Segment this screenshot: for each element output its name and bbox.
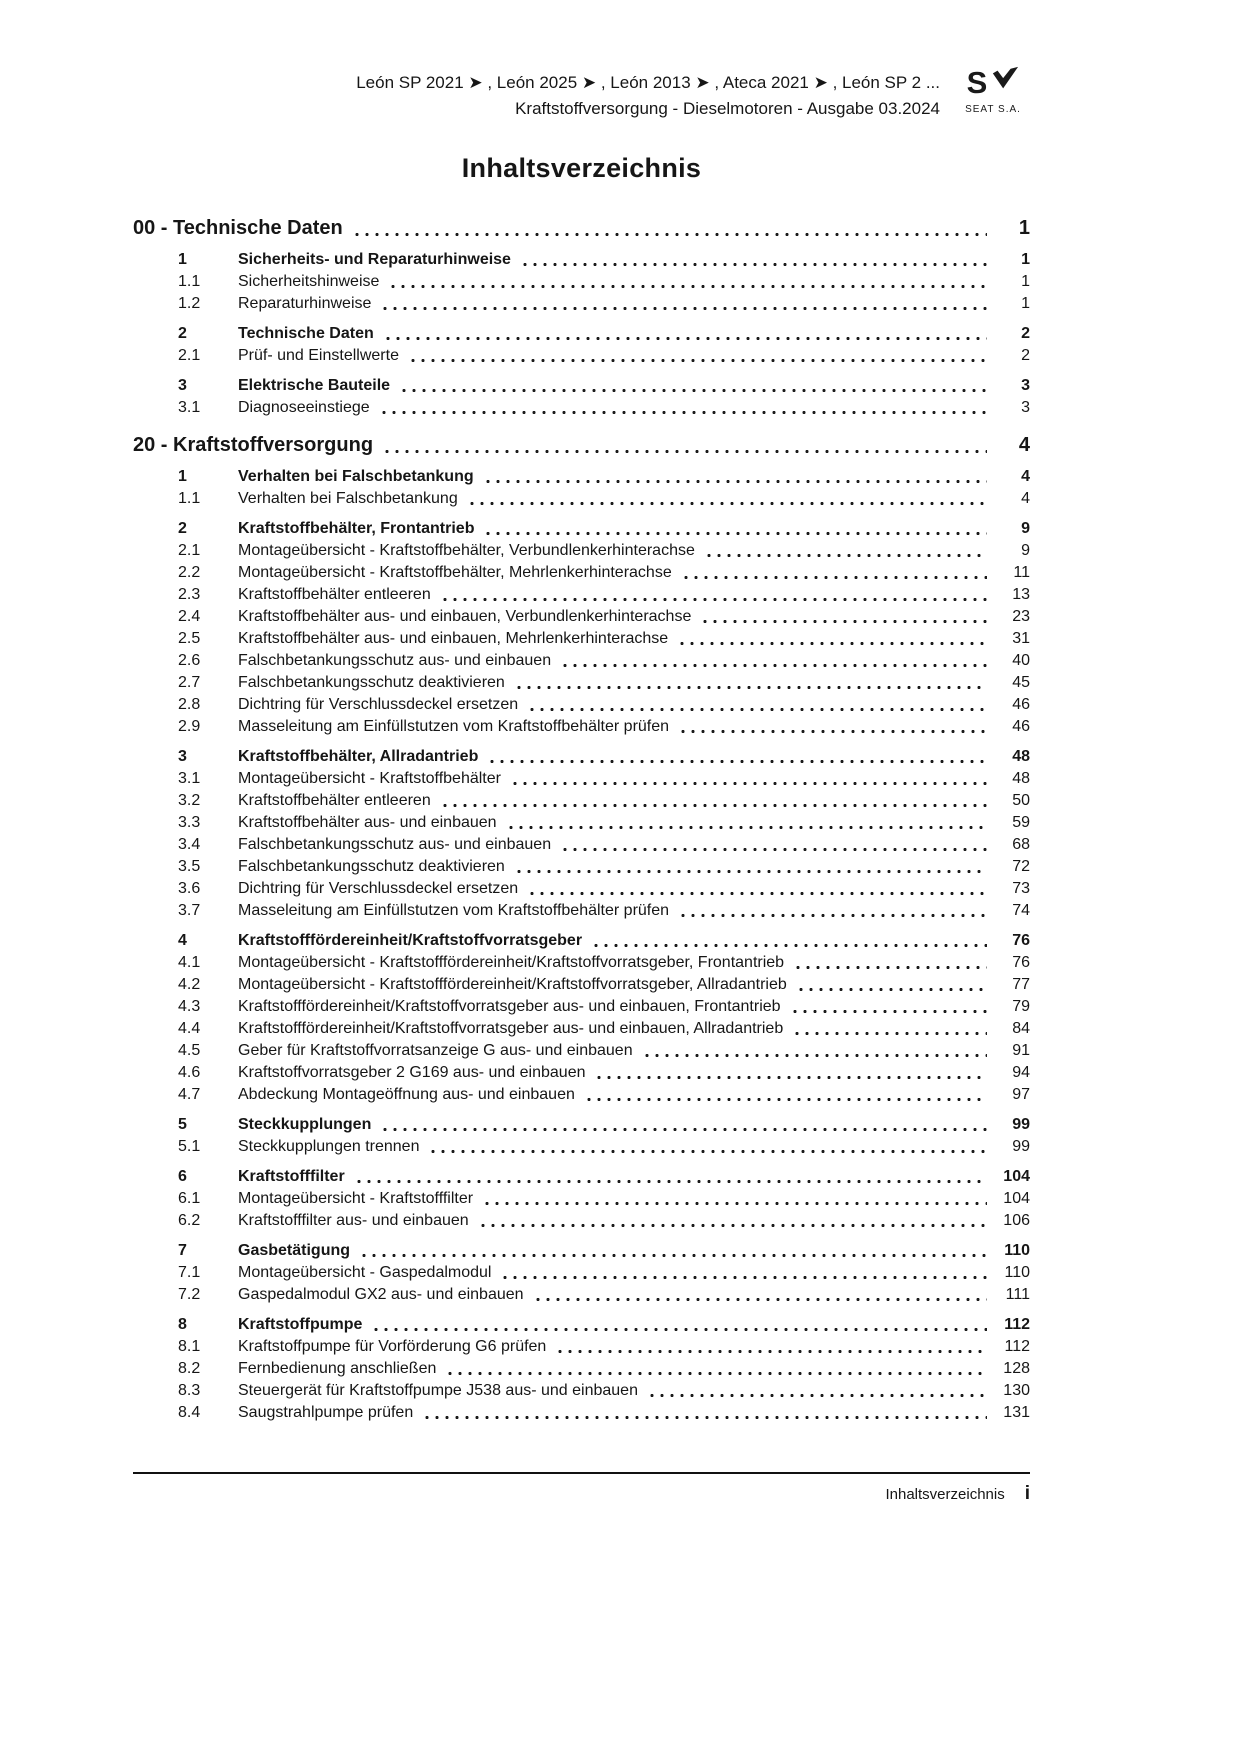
toc-entry-label: Kraftstoffbehälter, Allradantrieb bbox=[238, 747, 479, 765]
toc-entry-page: 76 bbox=[1012, 931, 1030, 949]
toc-entry-number: 3.6 bbox=[178, 879, 201, 897]
page-title: Inhaltsverzeichnis bbox=[461, 152, 702, 183]
toc-dot-leader bbox=[555, 1336, 987, 1358]
toc-entry-label: Fernbedienung anschließen bbox=[238, 1359, 437, 1377]
toc-entry-label: Falschbetankungsschutz aus- und einbauen bbox=[238, 835, 552, 853]
toc-entry-label: Steckkupplungen bbox=[238, 1115, 372, 1133]
toc-entry[interactable] bbox=[133, 375, 1030, 397]
seat-logo bbox=[956, 66, 1030, 115]
toc-dot-leader bbox=[422, 1402, 987, 1424]
toc-entry[interactable] bbox=[133, 856, 1030, 878]
toc-entry-number: 2 bbox=[178, 324, 187, 342]
toc-entry-number: 3.5 bbox=[178, 857, 201, 875]
toc-entry[interactable] bbox=[133, 716, 1030, 738]
toc-entry-number: 8.4 bbox=[178, 1403, 201, 1421]
toc-dot-leader bbox=[591, 930, 987, 952]
toc-entry-number: 2.6 bbox=[178, 651, 201, 669]
toc-entry[interactable] bbox=[133, 1062, 1030, 1084]
toc-entry[interactable] bbox=[133, 1210, 1030, 1232]
toc-entry-page: 13 bbox=[1012, 585, 1030, 603]
toc-entry-number: 8.3 bbox=[178, 1381, 201, 1399]
toc-dot-leader bbox=[527, 694, 987, 716]
toc-entry-label: 20 - Kraftstoffversorgung bbox=[133, 433, 374, 456]
toc-entry-label: 00 - Technische Daten bbox=[133, 216, 343, 239]
toc-entry[interactable] bbox=[133, 216, 1030, 241]
toc-entry-number: 4.4 bbox=[178, 1019, 201, 1037]
toc-entry-page: 104 bbox=[1003, 1167, 1030, 1185]
toc-entry-label: Geber für Kraftstoffvorratsanzeige G aus- und einbauen bbox=[238, 1041, 633, 1059]
toc-entry-number: 3.7 bbox=[178, 901, 201, 919]
toc-entry-number: 8 bbox=[178, 1315, 187, 1333]
toc-entry-page: 76 bbox=[1012, 953, 1030, 971]
toc-entry-label: Kraftstoffbehälter entleeren bbox=[238, 791, 431, 809]
toc-entry[interactable] bbox=[133, 584, 1030, 606]
toc-entry-page: 4 bbox=[1021, 467, 1030, 485]
toc-entry[interactable] bbox=[133, 433, 1030, 458]
toc-entry-label: Kraftstoffpumpe für Vorförderung G6 prüfen bbox=[238, 1337, 547, 1355]
toc-entry[interactable] bbox=[133, 768, 1030, 790]
toc-entry-label: Kraftstoffbehälter aus- und einbauen bbox=[238, 813, 497, 831]
toc-entry[interactable] bbox=[133, 1284, 1030, 1306]
toc-dot-leader bbox=[388, 271, 987, 293]
toc-entry-page: 79 bbox=[1012, 997, 1030, 1015]
toc-entry-number: 2 bbox=[178, 519, 187, 537]
toc-entry-number: 1.2 bbox=[178, 294, 201, 312]
header-models-line: León SP 2021 ➤ , León 2025 ➤ , León 2013 ➤ , Ateca 2021 ➤ , León SP 2 ... bbox=[356, 73, 940, 92]
toc-entry-page: 48 bbox=[1012, 747, 1030, 765]
toc-entry-page: 31 bbox=[1012, 629, 1030, 647]
toc-entry[interactable] bbox=[133, 746, 1030, 768]
toc-entry[interactable] bbox=[133, 271, 1030, 293]
toc-dot-leader bbox=[380, 293, 987, 315]
toc-dot-leader bbox=[514, 856, 987, 878]
toc-dot-leader bbox=[527, 878, 987, 900]
toc-entry-number: 7.2 bbox=[178, 1285, 201, 1303]
toc-entry-label: Dichtring für Verschlussdeckel ersetzen bbox=[238, 879, 519, 897]
toc-entry[interactable] bbox=[133, 1358, 1030, 1380]
toc-entry[interactable] bbox=[133, 323, 1030, 345]
toc-entry-page: 59 bbox=[1012, 813, 1030, 831]
toc-entry-number: 3.4 bbox=[178, 835, 201, 853]
toc-dot-leader bbox=[500, 1262, 987, 1284]
toc-entry-page: 110 bbox=[1004, 1241, 1030, 1259]
toc-entry[interactable] bbox=[133, 1018, 1030, 1040]
toc-entry-label: Kraftstoffbehälter, Frontantrieb bbox=[238, 519, 475, 537]
toc-entry[interactable] bbox=[133, 1240, 1030, 1262]
toc-entry[interactable] bbox=[133, 606, 1030, 628]
toc-entry-number: 2.7 bbox=[178, 673, 201, 691]
toc-dot-leader bbox=[642, 1040, 987, 1062]
toc-entry-page: 128 bbox=[1003, 1359, 1030, 1377]
toc-entry-page: 3 bbox=[1021, 376, 1030, 394]
toc-dot-leader bbox=[584, 1084, 987, 1106]
toc-entry-number: 4 bbox=[178, 931, 187, 949]
toc-entry-page: 48 bbox=[1012, 769, 1030, 787]
toc-entry-number: 2.1 bbox=[178, 541, 201, 559]
toc-entry[interactable] bbox=[133, 1166, 1030, 1188]
toc-entry-page: 11 bbox=[1013, 563, 1030, 581]
toc-entry[interactable] bbox=[133, 293, 1030, 315]
toc-dot-leader bbox=[408, 345, 987, 367]
toc-entry[interactable] bbox=[133, 1114, 1030, 1136]
toc-entry-number: 7.1 bbox=[178, 1263, 201, 1281]
toc-entry[interactable] bbox=[133, 1188, 1030, 1210]
toc-dot-leader bbox=[560, 650, 987, 672]
toc-entry-page: 2 bbox=[1021, 346, 1030, 364]
toc-dot-leader bbox=[483, 518, 987, 540]
toc-entry-number: 5.1 bbox=[178, 1137, 201, 1155]
toc-dot-leader bbox=[790, 996, 987, 1018]
toc-dot-leader bbox=[478, 1210, 987, 1232]
toc-entry-page: 112 bbox=[1004, 1315, 1030, 1333]
toc-entry-page: 46 bbox=[1012, 717, 1030, 735]
toc-entry[interactable] bbox=[133, 249, 1030, 271]
toc-entry-number: 2.8 bbox=[178, 695, 201, 713]
toc-entry-label: Falschbetankungsschutz deaktivieren bbox=[238, 673, 505, 691]
toc-dot-leader bbox=[514, 672, 987, 694]
toc-entry-label: Verhalten bei Falschbetankung bbox=[238, 489, 458, 507]
toc-entry-page: 68 bbox=[1012, 835, 1030, 853]
toc-entry[interactable] bbox=[133, 1136, 1030, 1158]
toc-dot-leader bbox=[700, 606, 987, 628]
toc-entry[interactable] bbox=[133, 930, 1030, 952]
toc-entry-label: Montageübersicht - Kraftstoffbehälter, Verbundlenkerhinterachse bbox=[238, 541, 695, 559]
toc-entry[interactable] bbox=[133, 878, 1030, 900]
toc-entry-label: Kraftstoffpumpe bbox=[238, 1315, 363, 1333]
page-header bbox=[133, 65, 1030, 123]
toc-entry-number: 2.5 bbox=[178, 629, 201, 647]
toc-entry-number: 2.9 bbox=[178, 717, 201, 735]
toc-entry-page: 97 bbox=[1012, 1085, 1030, 1103]
page-footer bbox=[133, 1472, 1030, 1505]
toc-entry-page: 2 bbox=[1021, 324, 1030, 342]
toc-entry[interactable] bbox=[133, 1084, 1030, 1106]
toc-entry-label: Masseleitung am Einfüllstutzen vom Kraftstoffbehälter prüfen bbox=[238, 717, 670, 735]
toc-dot-leader bbox=[467, 488, 987, 510]
toc-entry-page: 111 bbox=[1005, 1285, 1030, 1303]
toc-entry-label: Kraftstofffilter aus- und einbauen bbox=[238, 1211, 469, 1229]
toc-entry-page: 84 bbox=[1012, 1019, 1030, 1037]
toc bbox=[133, 216, 1030, 1424]
toc-dot-leader bbox=[482, 1188, 987, 1210]
toc-entry-number: 3.1 bbox=[178, 398, 201, 416]
seat-logo-s-icon: S bbox=[966, 65, 988, 100]
toc-entry-page: 74 bbox=[1012, 901, 1030, 919]
header-doc-line: Kraftstoffversorgung - Dieselmotoren - Ausgabe 03.2024 bbox=[515, 99, 940, 119]
toc-entry-page: 1 bbox=[1021, 272, 1030, 290]
toc-dot-leader bbox=[383, 323, 987, 345]
toc-entry-label: Technische Daten bbox=[238, 324, 374, 342]
toc-dot-leader bbox=[704, 540, 987, 562]
toc-dot-leader bbox=[380, 1114, 987, 1136]
toc-entry-label: Reparaturhinweise bbox=[238, 294, 372, 312]
toc-entry[interactable] bbox=[133, 488, 1030, 510]
toc-entry-page: 40 bbox=[1012, 651, 1030, 669]
toc-dot-leader bbox=[520, 249, 987, 271]
toc-entry-number: 6.1 bbox=[178, 1189, 201, 1207]
toc-entry-label: Kraftstoffbehälter entleeren bbox=[238, 585, 431, 603]
toc-entry-label: Verhalten bei Falschbetankung bbox=[238, 467, 474, 485]
toc-entry-label: Kraftstofffördereinheit/Kraftstoffvorratsgeber aus- und einbauen, Frontantrieb bbox=[238, 997, 781, 1015]
toc-dot-leader bbox=[533, 1284, 987, 1306]
toc-entry-label: Kraftstoffbehälter aus- und einbauen, Mehrlenkerhinterachse bbox=[238, 629, 669, 647]
toc-entry-label: Montageübersicht - Kraftstoffbehälter, Mehrlenkerhinterachse bbox=[238, 563, 672, 581]
toc-entry-page: 1 bbox=[1018, 216, 1030, 239]
toc-entry-number: 3.2 bbox=[178, 791, 201, 809]
toc-dot-leader bbox=[440, 584, 987, 606]
toc-entry-number: 1 bbox=[178, 250, 187, 268]
toc-entry[interactable] bbox=[133, 1336, 1030, 1358]
toc-entry[interactable] bbox=[133, 974, 1030, 996]
toc-entry-number: 4.7 bbox=[178, 1085, 201, 1103]
toc-entry-label: Gaspedalmodul GX2 aus- und einbauen bbox=[238, 1285, 524, 1303]
toc-entry[interactable] bbox=[133, 1040, 1030, 1062]
toc-dot-leader bbox=[487, 746, 987, 768]
toc-entry-page: 91 bbox=[1012, 1041, 1030, 1059]
toc-dot-leader bbox=[681, 562, 987, 584]
toc-entry-page: 46 bbox=[1012, 695, 1030, 713]
toc-entry-label: Kraftstoffbehälter aus- und einbauen, Verbundlenkerhinterachse bbox=[238, 607, 692, 625]
toc-entry[interactable] bbox=[133, 1262, 1030, 1284]
footer-page-number: i bbox=[1024, 1483, 1030, 1504]
toc-entry-page: 130 bbox=[1003, 1381, 1030, 1399]
toc-dot-leader bbox=[382, 433, 987, 458]
toc-dot-leader bbox=[647, 1380, 987, 1402]
toc-entry[interactable] bbox=[133, 996, 1030, 1018]
toc-entry-label: Elektrische Bauteile bbox=[238, 376, 391, 394]
toc-entry-number: 3.3 bbox=[178, 813, 201, 831]
toc-entry-number: 6.2 bbox=[178, 1211, 201, 1229]
toc-entry-page: 94 bbox=[1012, 1063, 1030, 1081]
toc-entry-number: 4.1 bbox=[178, 953, 201, 971]
toc-entry-number: 1.1 bbox=[178, 272, 201, 290]
toc-entry-page: 99 bbox=[1012, 1137, 1030, 1155]
toc-entry-label: Falschbetankungsschutz aus- und einbauen bbox=[238, 651, 552, 669]
toc-entry-label: Sicherheits- und Reparaturhinweise bbox=[238, 250, 511, 268]
toc-entry-label: Montageübersicht - Kraftstofffördereinheit/Kraftstoffvorratsgeber, Allradantrieb bbox=[238, 975, 787, 993]
toc-entry-number: 3.1 bbox=[178, 769, 201, 787]
toc-entry-number: 1 bbox=[178, 467, 187, 485]
header-text-block bbox=[356, 70, 940, 123]
toc-entry-page: 72 bbox=[1012, 857, 1030, 875]
toc-entry[interactable] bbox=[133, 466, 1030, 488]
toc-entry[interactable] bbox=[133, 562, 1030, 584]
toc-entry[interactable] bbox=[133, 900, 1030, 922]
toc-entry-page: 77 bbox=[1012, 975, 1030, 993]
toc-entry-number: 2.4 bbox=[178, 607, 201, 625]
toc-entry-page: 4 bbox=[1018, 433, 1030, 456]
toc-entry[interactable] bbox=[133, 672, 1030, 694]
toc-entry-label: Kraftstoffvorratsgeber 2 G169 aus- und einbauen bbox=[238, 1063, 586, 1081]
toc-entry-label: Montageübersicht - Kraftstofffilter bbox=[238, 1189, 474, 1207]
toc-entry-page: 1 bbox=[1021, 250, 1030, 268]
toc-entry-page: 73 bbox=[1012, 879, 1030, 897]
toc-entry-label: Masseleitung am Einfüllstutzen vom Kraftstoffbehälter prüfen bbox=[238, 901, 670, 919]
toc-dot-leader bbox=[354, 1166, 987, 1188]
toc-dot-leader bbox=[359, 1240, 987, 1262]
toc-entry[interactable] bbox=[133, 345, 1030, 367]
toc-dot-leader bbox=[560, 834, 987, 856]
toc-entry-number: 3 bbox=[178, 747, 187, 765]
toc-entry-label: Montageübersicht - Gaspedalmodul bbox=[238, 1263, 492, 1281]
toc-entry[interactable] bbox=[133, 1314, 1030, 1336]
toc-dot-leader bbox=[428, 1136, 987, 1158]
toc-entry[interactable] bbox=[133, 1380, 1030, 1402]
toc-entry-label: Montageübersicht - Kraftstoffbehälter bbox=[238, 769, 501, 787]
toc-entry-number: 3 bbox=[178, 376, 187, 394]
toc-dot-leader bbox=[678, 900, 987, 922]
toc-dot-leader bbox=[506, 812, 987, 834]
toc-entry-label: Falschbetankungsschutz deaktivieren bbox=[238, 857, 505, 875]
toc-entry-number: 6 bbox=[178, 1167, 187, 1185]
toc-entry-label: Kraftstofffördereinheit/Kraftstoffvorratsgeber bbox=[238, 931, 583, 949]
toc-entry[interactable] bbox=[133, 650, 1030, 672]
toc-entry-page: 112 bbox=[1004, 1337, 1030, 1355]
toc-entry-label: Sicherheitshinweise bbox=[238, 272, 380, 290]
toc-dot-leader bbox=[379, 397, 987, 419]
toc-dot-leader bbox=[440, 790, 987, 812]
toc-entry-label: Diagnoseeinstiege bbox=[238, 398, 370, 416]
toc-entry-page: 45 bbox=[1012, 673, 1030, 691]
toc-entry-number: 8.1 bbox=[178, 1337, 201, 1355]
toc-entry-page: 3 bbox=[1021, 398, 1030, 416]
toc-entry[interactable] bbox=[133, 518, 1030, 540]
toc-dot-leader bbox=[594, 1062, 987, 1084]
toc-entry[interactable] bbox=[133, 540, 1030, 562]
toc-entry[interactable] bbox=[133, 397, 1030, 419]
toc-dot-leader bbox=[371, 1314, 987, 1336]
toc-dot-leader bbox=[352, 216, 987, 241]
toc-dot-leader bbox=[483, 466, 987, 488]
toc-entry-label: Saugstrahlpumpe prüfen bbox=[238, 1403, 414, 1421]
toc-entry-number: 4.6 bbox=[178, 1063, 201, 1081]
toc-dot-leader bbox=[793, 952, 987, 974]
toc-entry-page: 23 bbox=[1012, 607, 1030, 625]
seat-arrow-icon bbox=[991, 66, 1019, 97]
toc-entry-page: 4 bbox=[1021, 489, 1030, 507]
toc-entry-page: 110 bbox=[1004, 1263, 1030, 1281]
toc-entry[interactable] bbox=[133, 812, 1030, 834]
toc-entry-number: 2.2 bbox=[178, 563, 201, 581]
toc-entry-page: 1 bbox=[1021, 294, 1030, 312]
toc-entry-label: Kraftstofffördereinheit/Kraftstoffvorratsgeber aus- und einbauen, Allradantrieb bbox=[238, 1019, 784, 1037]
toc-entry-label: Dichtring für Verschlussdeckel ersetzen bbox=[238, 695, 519, 713]
toc-entry[interactable] bbox=[133, 628, 1030, 650]
toc-entry[interactable] bbox=[133, 834, 1030, 856]
toc-dot-leader bbox=[445, 1358, 987, 1380]
toc-entry-number: 7 bbox=[178, 1241, 187, 1259]
toc-entry-page: 131 bbox=[1003, 1403, 1030, 1421]
toc-entry-label: Prüf- und Einstellwerte bbox=[238, 346, 399, 364]
footer-label: Inhaltsverzeichnis bbox=[885, 1486, 1005, 1503]
toc-entry-page: 9 bbox=[1021, 519, 1030, 537]
toc-dot-leader bbox=[677, 628, 987, 650]
toc-entry-label: Montageübersicht - Kraftstofffördereinheit/Kraftstoffvorratsgeber, Frontantrieb bbox=[238, 953, 785, 971]
toc-entry-page: 104 bbox=[1003, 1189, 1030, 1207]
toc-entry-number: 4.5 bbox=[178, 1041, 201, 1059]
toc-entry-page: 50 bbox=[1012, 791, 1030, 809]
toc-entry-label: Abdeckung Montageöffnung aus- und einbauen bbox=[238, 1085, 575, 1103]
toc-entry-page: 106 bbox=[1003, 1211, 1030, 1229]
toc-entry[interactable] bbox=[133, 790, 1030, 812]
toc-entry-label: Kraftstofffilter bbox=[238, 1167, 345, 1185]
toc-entry[interactable] bbox=[133, 694, 1030, 716]
toc-entry-number: 4.3 bbox=[178, 997, 201, 1015]
toc-dot-leader bbox=[399, 375, 987, 397]
toc-entry-number: 2.1 bbox=[178, 346, 201, 364]
toc-dot-leader bbox=[796, 974, 987, 996]
toc-entry-number: 2.3 bbox=[178, 585, 201, 603]
toc-entry-label: Steckkupplungen trennen bbox=[238, 1137, 420, 1155]
toc-entry-number: 4.2 bbox=[178, 975, 201, 993]
toc-entry-label: Steuergerät für Kraftstoffpumpe J538 aus- und einbauen bbox=[238, 1381, 638, 1399]
toc-entry-number: 8.2 bbox=[178, 1359, 201, 1377]
toc-dot-leader bbox=[792, 1018, 987, 1040]
toc-entry-number: 5 bbox=[178, 1115, 187, 1133]
seat-logo-caption: SEAT S.A. bbox=[965, 104, 1021, 115]
toc-entry[interactable] bbox=[133, 952, 1030, 974]
toc-entry-number: 1.1 bbox=[178, 489, 201, 507]
toc-dot-leader bbox=[678, 716, 987, 738]
toc-dot-leader bbox=[510, 768, 987, 790]
toc-entry-page: 99 bbox=[1012, 1115, 1030, 1133]
toc-entry-label: Gasbetätigung bbox=[238, 1241, 351, 1259]
toc-entry[interactable] bbox=[133, 1402, 1030, 1424]
toc-entry-page: 9 bbox=[1021, 541, 1030, 559]
